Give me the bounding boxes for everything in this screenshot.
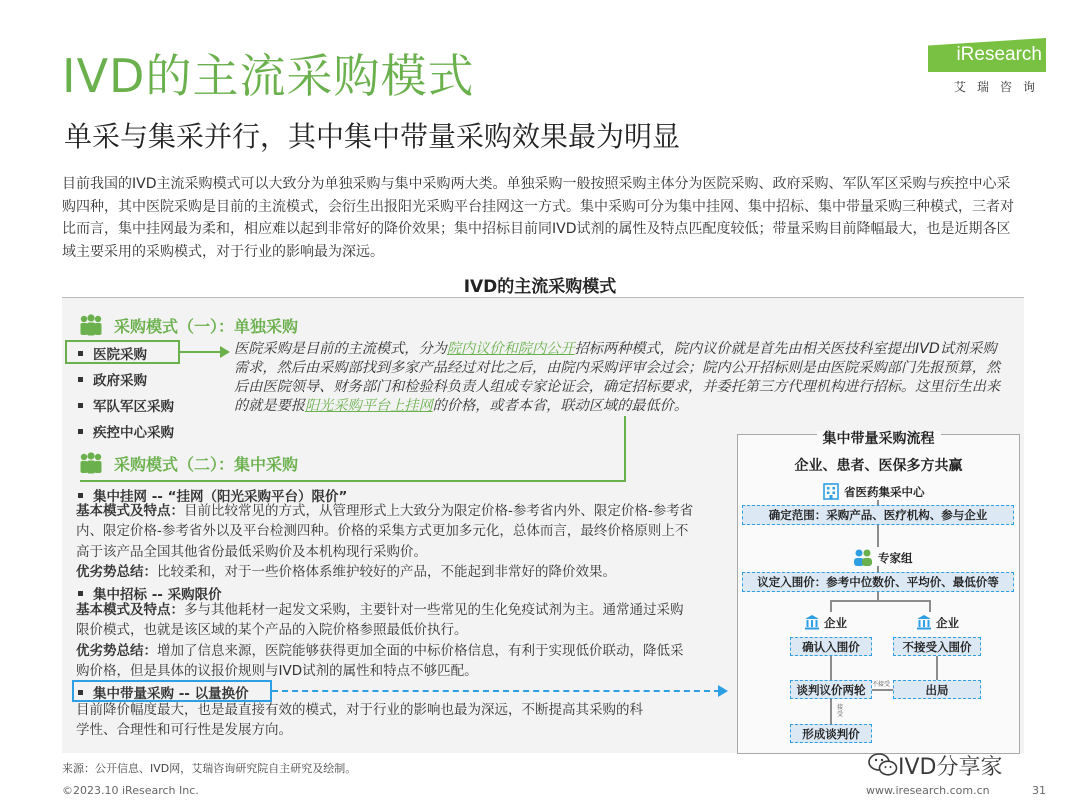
flow-line xyxy=(830,600,832,612)
flow-label-accept: 接受 xyxy=(837,704,844,718)
flow-title: 集中带量采购流程 xyxy=(737,428,1020,448)
mode1-title: 集中挂网 -- “挂网（阳光采购平台）限价” xyxy=(78,485,347,505)
logo-cn-text: 艾瑞咨询 xyxy=(953,80,1046,94)
page-subtitle: 单采与集采并行，其中集中带量采购效果最为明显 xyxy=(64,120,681,153)
flow-accept-box: 确认入围价 xyxy=(790,637,872,656)
highlight-text: 阳光采购平台上挂网 xyxy=(304,398,433,414)
list-item: 军队军区采购 xyxy=(78,395,174,415)
mode1-body xyxy=(76,501,696,582)
bullet-icon xyxy=(78,403,83,408)
flow-negotiate-box: 谈判议价两轮 xyxy=(790,680,872,699)
flow-center-node: 省医药集采中心 xyxy=(822,482,925,500)
flow-enterprise-right: 企业 xyxy=(916,614,959,631)
wechat-icon xyxy=(868,752,898,778)
mode3-title: 集中带量采购 -- 以量换价 xyxy=(78,682,249,702)
mode3-body: 目前降价幅度最大，也是最直接有效的模式，对于行业的影响也最为深远，不断提高其采购的科学性、合理性和可行性是发展方向。 xyxy=(76,702,643,739)
page-title: IVD的主流采购模式 xyxy=(62,49,475,103)
flow-line xyxy=(936,656,938,680)
arrow-right-icon xyxy=(718,685,728,697)
flow-scope-box: 确定范围：采购产品、医疗机构、参与企业 xyxy=(742,505,1014,525)
bank-icon xyxy=(916,614,932,630)
mode2-basic: 基本模式及特点：多与其他耗材一起发文采购，主要针对一些常见的生化免疫试剂为主。通常通过采购限价模式，也就是该区域的某个产品的入院价格参照最低价执行。 xyxy=(76,602,684,639)
source-note: 来源：公开信息、IVD网，艾瑞咨询研究院自主研究及绘制。 xyxy=(62,762,357,775)
logo-text: iResearch xyxy=(956,44,1042,65)
bullet-icon xyxy=(78,591,83,596)
flow-line xyxy=(830,600,930,602)
flow-label-reject: 不接受 xyxy=(872,681,891,688)
flow-line xyxy=(877,525,879,547)
flow-expert-node: 专家组 xyxy=(852,548,913,566)
watermark-text: IVD分享家 xyxy=(898,755,1003,780)
flow-line xyxy=(830,656,832,680)
bullet-icon xyxy=(78,493,83,498)
flow-final-box: 形成谈判价 xyxy=(790,724,872,743)
mode2-title: 集中招标 -- 采购限价 xyxy=(78,583,222,603)
list-item: 政府采购 xyxy=(78,369,147,389)
bullet-icon xyxy=(78,429,83,434)
bank-icon xyxy=(804,614,820,630)
arrow-right-icon xyxy=(220,346,230,358)
flow-reject-box: 不接受入围价 xyxy=(893,637,981,656)
people-icon xyxy=(78,452,104,474)
flow-line xyxy=(830,699,832,725)
green-connector xyxy=(180,351,222,353)
section1-heading xyxy=(78,314,298,337)
iresearch-logo xyxy=(926,38,1046,96)
section2-heading xyxy=(78,452,298,475)
flow-line xyxy=(929,600,931,612)
people-icon xyxy=(78,314,104,336)
panel-top-divider xyxy=(62,297,1024,298)
green-connector-vertical xyxy=(624,416,626,480)
site-url: www.iresearch.com.cn xyxy=(866,784,990,797)
flow-line xyxy=(872,689,893,691)
mode2-body xyxy=(76,600,696,681)
list-item: 疾控中心采购 xyxy=(78,421,174,441)
section2-heading-text: 采购模式（二）：集中采购 xyxy=(114,455,299,474)
building-icon xyxy=(822,482,840,500)
section1-heading-text: 采购模式（一）：单独采购 xyxy=(114,317,299,336)
green-connector-horizontal xyxy=(80,480,626,482)
mode2-pros: 优劣势总结：增加了信息来源，医院能够获得更加全面的中标价格信息，有利于实现低价联动，降低采购价格，但是具体的议报价规则与IVD试剂的属性和特点不够匹配。 xyxy=(76,642,684,679)
highlight-text: 院内议价和院内公开 xyxy=(446,341,575,357)
bullet-icon xyxy=(78,377,83,382)
flow-subtitle: 企业、患者、医保多方共赢 xyxy=(794,458,963,474)
copyright: ©2023.10 iResearch Inc. xyxy=(62,784,199,797)
bullet-icon xyxy=(78,690,83,695)
section1-description: 医院采购是目前的主流模式，分为院内议价和院内公开招标两种模式，院内议价就是首先由相关医技科室提出IVD试剂采购需求，然后由采购部找到多家产品经过对比之后，由院内采购评审会过会；院内公开招标则是由医院采购部门先报预算，然后由医院领导、财务部门和检验科负责人组成专家论证会，确定招标要求，并委托第三方代理机构进行招标。这里衍生出来的就是要报阳光采购平台上挂网的价格，或者本省，联动区域的最低价。 xyxy=(234,341,1001,414)
mode1-basic: 基本模式及特点：目前比较常见的方式，从管理形式上大致分为限定价格-参考省内外、限定价格-参考省内、限定价格-参考省外以及平台检测四种。价格的采集方式更加多元化，总体而言，最终价格原则上不高于该产品全国其他省份最低采购价及本机构现行采购价。 xyxy=(76,503,694,560)
flow-enterprise-left: 企业 xyxy=(804,614,847,631)
page-number: 31 xyxy=(1032,784,1046,797)
blue-dashed-connector xyxy=(272,690,720,692)
list-item: 医院采购 xyxy=(78,343,147,363)
bullet-icon xyxy=(78,351,83,356)
diagram-title: IVD的主流采购模式 xyxy=(463,277,617,297)
flow-exit-box: 出局 xyxy=(893,680,981,699)
flow-price-box: 议定入围价：参考中位数价、平均价、最低价等 xyxy=(742,572,1014,592)
expert-group-icon xyxy=(852,548,874,566)
mode1-pros: 优劣势总结：比较柔和，对于一些价格体系维护较好的产品，不能起到非常好的降价效果。 xyxy=(76,563,616,580)
intro-paragraph: 目前我国的IVD主流采购模式可以大致分为单独采购与集中采购两大类。单独采购一般按照采购主体分为医院采购、政府采购、军队军区采购与疾控中心采购四种，其中医院采购是目前的主流模式，会衍生出报阳光采购平台挂网这一方式。集中采购可分为集中挂网、集中招标、集中带量采购三种模式，三者对比而言，集中挂网最为柔和，相应难以起到非常好的降价效果；集中招标目前同IVD试剂的属性及特点匹配度较低；带量采购目前降幅最大，也是近期各区域主要采用的采购模式，对于行业的影响最为深远。 xyxy=(62,176,1014,260)
